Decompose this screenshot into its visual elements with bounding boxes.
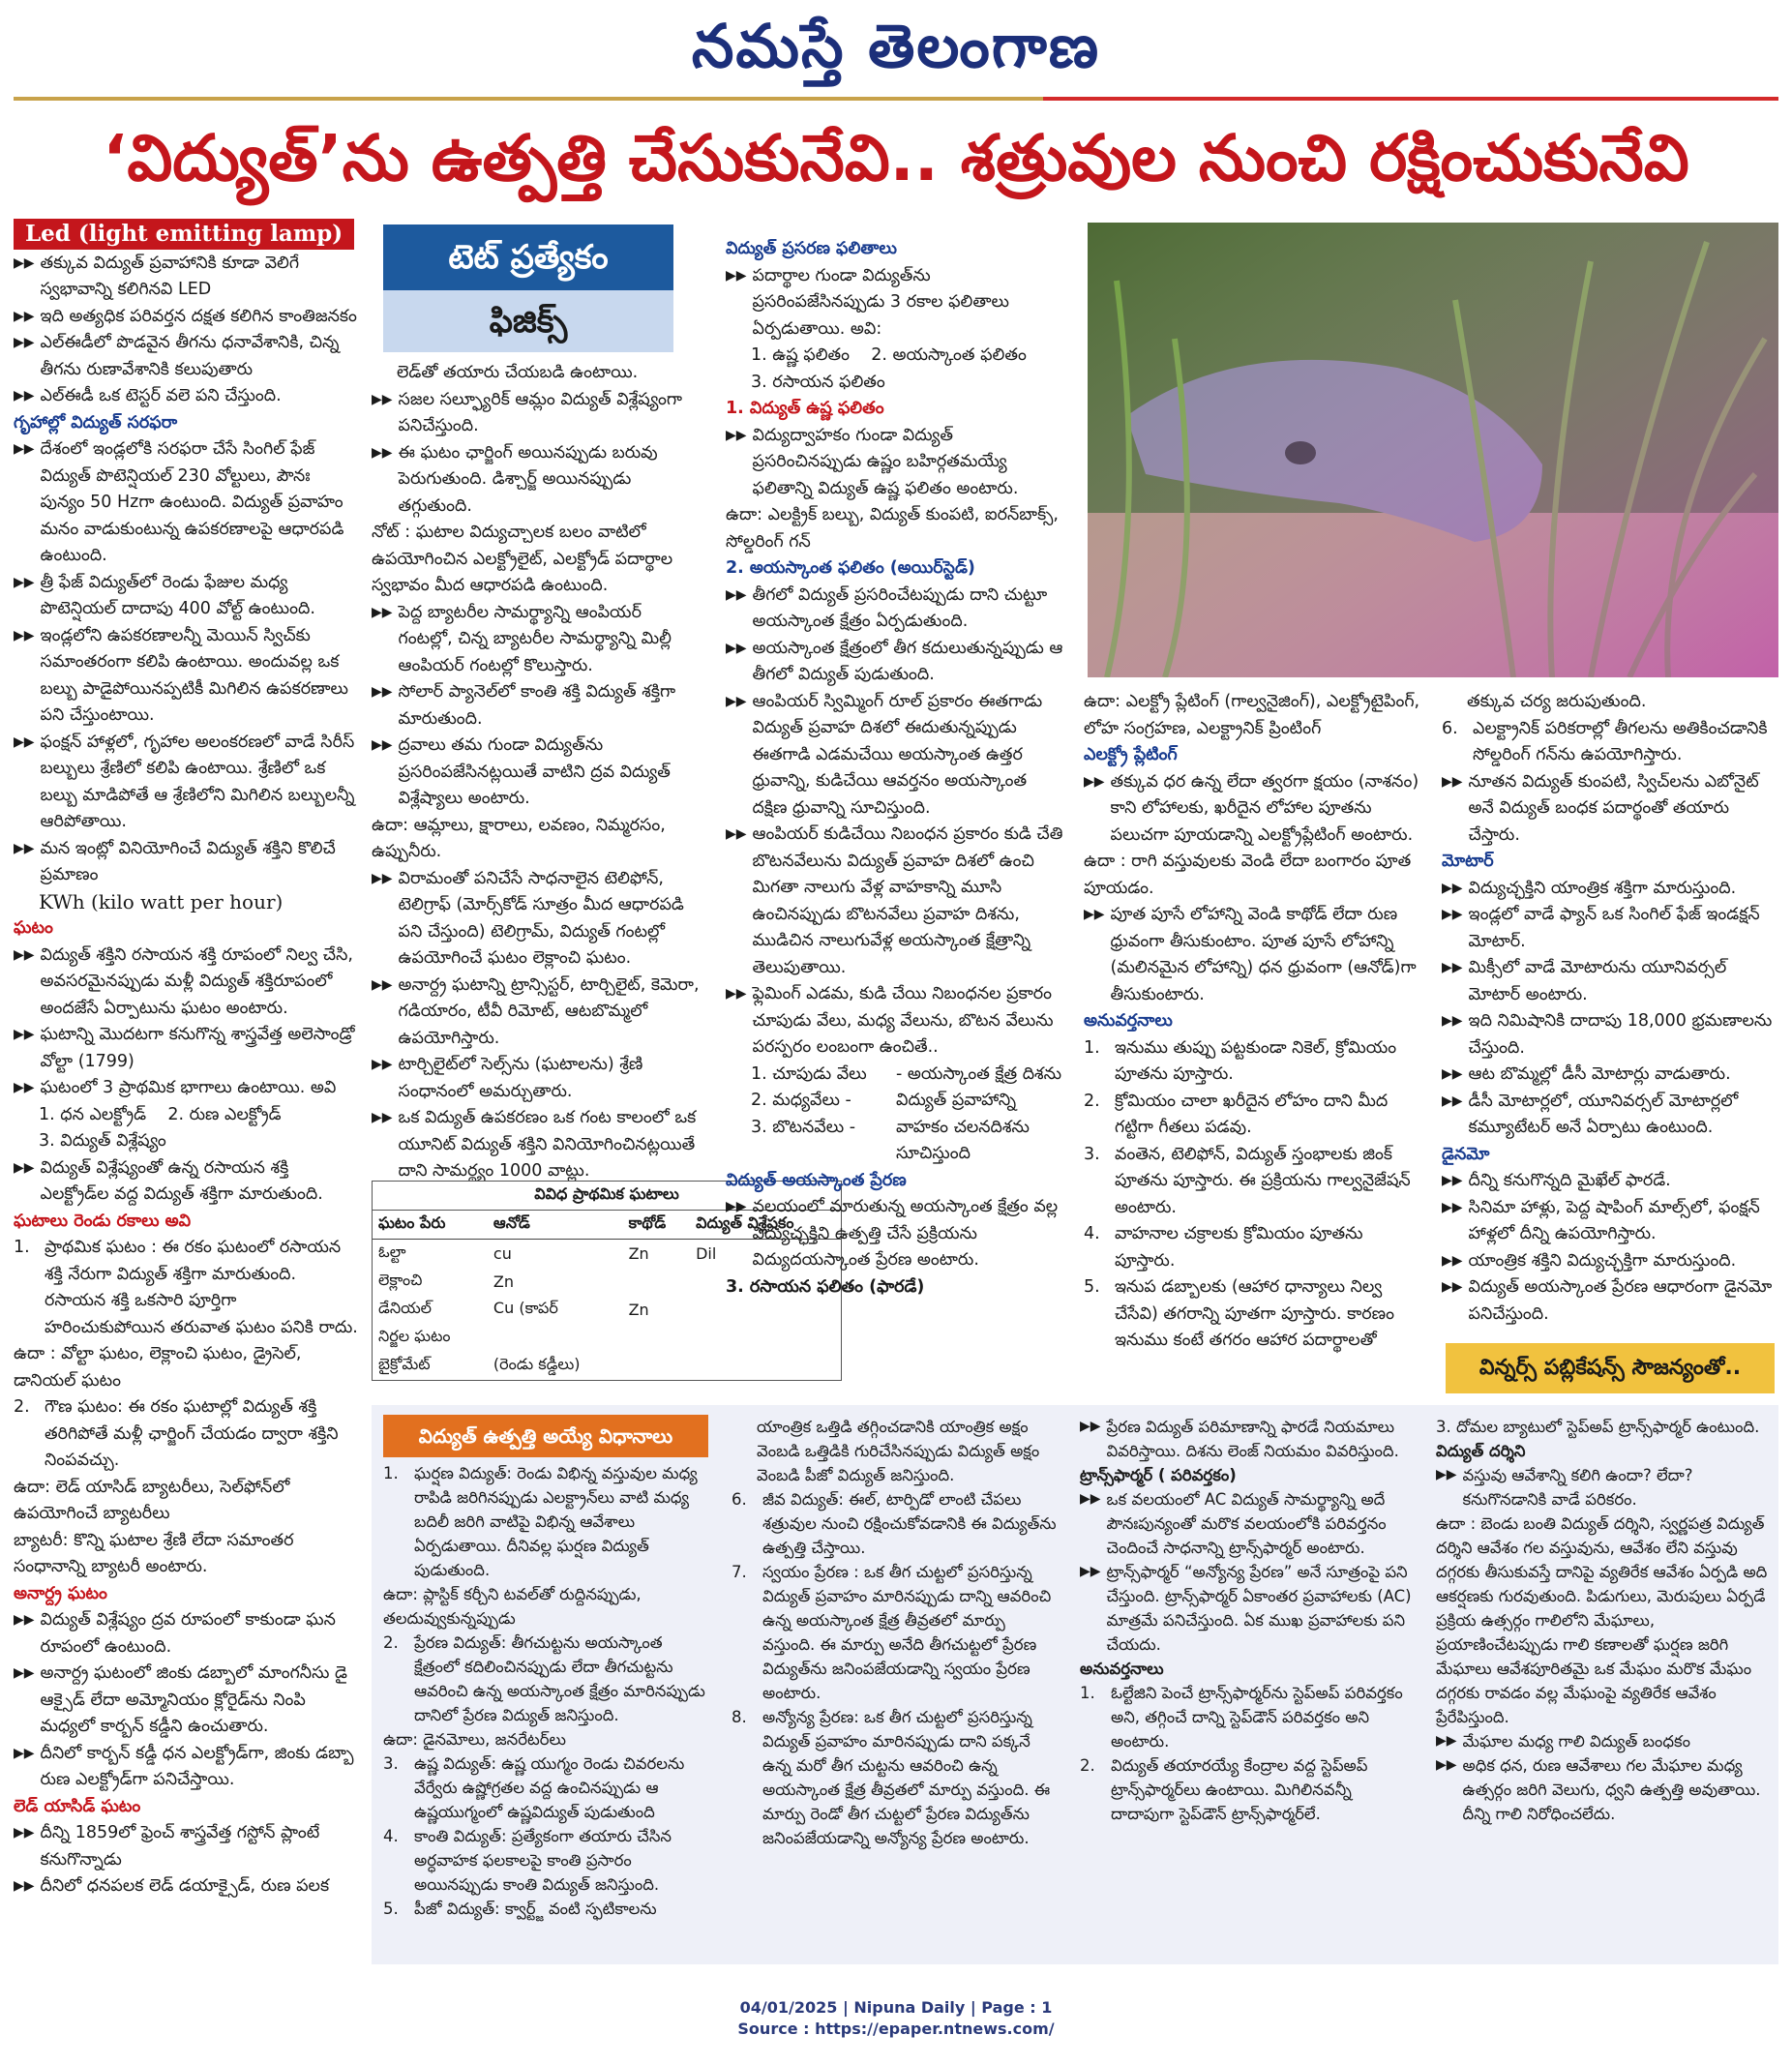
footer-date: 04/01/2025 | Nipuna Daily | Page : 1 [739,1998,1053,2017]
numbered-item: 3. ఉష్ణ విద్యుత్: ఉష్ణ యుగ్మం రెండు చివరలను వేర్వేరు ఉష్ణోగ్రతల వద్ద ఉంచినప్పుడు ఆ ఉష్ణయుగ్మంలో ఉష్ణవిద్యుత్ పుడుతుంది [383,1754,685,1821]
bullet-item: ▶▶ విరామంతో పనిచేసే సాధనాలైన టెలిఫోన్, టెలిగ్రాఫ్ (మోర్స్‌కోడ్ సూత్రం మీద ఆధారపడి పని చేస్తుంది) టెలిగ్రామ్, విద్యుత్ గంటల్లో ఉపయోగించే ఘటం లెక్లాంచి ఘటం. [372,868,684,968]
winners-publications-credit: విన్నర్స్ పబ్లికేషన్స్ సౌజన్యంతో.. [1446,1343,1775,1393]
column-1 [14,219,358,1900]
bullet-item: ▶▶ డీసీ మోటార్లలో, యూనివర్సల్ మోటార్లలో కమ్యూటేటర్ అనే ఏర్పాటు ఉంటుంది. [1442,1091,1739,1137]
bullet-item: ▶▶ విద్యుత్ శక్తిని రసాయన శక్తి రూపంలో నిల్వ చేసి, అవసరమైనప్పుడు మళ్లీ విద్యుత్ శక్తిరూపంలో అందజేసే ఏర్పాటును ఘటం అంటారు. [14,944,353,1018]
footer-source: Source : https://epaper.ntnews.com/ [737,2020,1055,2038]
masthead [0,0,1792,97]
bullet-item: ▶▶ యాంత్రిక శక్తిని విద్యుచ్ఛక్తిగా మారుస్తుంది. [1442,1250,1737,1271]
bullet-item: ▶▶ ఆట బొమ్మల్లో డీసీ మోటార్లు వాడుతారు. [1442,1064,1731,1084]
text-line: 3. బొటనవేలు - వాహకం చలనదిశను సూచిస్తుంది [751,1117,1030,1163]
bullet-item: ▶▶ అధిక ధన, రుణ ఆవేశాలు గల మేఘాల మధ్య ఉత్సర్గం జరిగి వెలుగు, ధ్వని ఉత్పత్తి అవుతాయి. దీన్ని గాలి నిరోధించలేదు. [1436,1756,1761,1823]
page-footer [0,1997,1792,2040]
led-title: Led (light emitting lamp) [14,219,354,250]
bullet-item: ▶▶ సజల సల్ఫ్యూరిక్ ఆమ్లం విద్యుత్ విశ్లేష్యంగా పనిచేస్తుంది. [372,389,682,435]
numbered-item: 5. పీజో విద్యుత్: క్వార్ట్జ్ వంటి స్ఫటికాలను [383,1900,657,1918]
bullet-item: ▶▶ ఎల్ఈడీ ఒక టెస్టర్ వలె పని చేస్తుంది. [14,386,282,405]
text-line: ఉదా: ప్లాస్టిక్ కర్చీని టవల్‌తో రుద్దినప్పుడు, తలదువ్వుకున్నప్పుడు [383,1585,642,1628]
section-title: 1. విద్యుత్ ఉష్ణ ఫలితం [726,399,884,418]
bullet-item: ▶▶ వలయంలో మారుతున్న అయస్కాంత క్షేత్రం వల్ల విద్యుచ్ఛక్తిని ఉత్పత్తి చేసే ప్రక్రియను విద్యుదయస్కాంత ప్రేరణ అంటారు. [726,1197,1059,1270]
bullet-item: ▶▶ ఆంపియర్ స్విమ్మింగ్ రూల్ ప్రకారం ఈతగాడు విద్యుత్ ప్రవాహ దిశలో ఈదుతున్నప్పుడు ఈతగాడి ఎడమచేయి అయస్కాంత ఉత్తర ధ్రువాన్ని, కుడిచేయి ఆవర్తనం అయస్కాంత దక్షిణ ధ్రువాన్ని సూచిస్తుంది. [726,691,1043,818]
bullet-item: ▶▶ దీన్ని 1859లో ఫ్రెంచ్ శాస్త్రవేత్త గస్టోన్ ప్లాంటే కనుగొన్నాడు [14,1823,320,1870]
table-header: కాథోడ్ [623,1211,691,1240]
numbered-item: 4. వాహనాల చక్రాలకు క్రోమియం పూతను పూస్తారు. [1084,1224,1363,1271]
text-line: ఉదా: ఆమ్లాలు, క్షారాలు, లవణం, నిమ్మరసం, ఉప్పునీరు. [372,815,666,861]
gen-column-4 [1436,1415,1775,1826]
table-header: ఆనోడ్ [488,1211,623,1240]
table-title: వివిధ ప్రాథమిక ఘటాలు [373,1182,841,1211]
bullet-item: ▶▶ తీగలో విద్యుత్ ప్రసరించేటప్పుడు దాని చుట్టూ అయస్కాంత క్షేత్రం ఏర్పడుతుంది. [726,584,1048,631]
section-title: మోటార్ [1442,852,1494,871]
text-line: 1. ధన ఎలక్ట్రోడ్ 2. రుణ ఎలక్ట్రోడ్ [39,1104,282,1124]
gen-column-1 [383,1461,712,1921]
bullet-item: ▶▶ ఘటంలో 3 ప్రాథమిక భాగాలు ఉంటాయి. అవి [14,1078,337,1097]
bullet-item: ▶▶ పదార్థాల గుండా విద్యుత్‌ను ప్రసరింపజేసినప్పుడు 3 రకాల ఫలితాలు ఏర్పడుతాయి. అవి: [726,265,1009,339]
bullet-item: ▶▶ నూతన విద్యుత్ కుంపటి, స్విచ్‌లను ఎబోనైట్ అనే విద్యుత్ బంధక పదార్థంతో తయారు చేస్తారు. [1442,771,1759,845]
text-line: ఉదా: డైనమోలు, జనరేటర్‌లు [383,1730,566,1749]
bullet-item: ▶▶ దీన్ని కనుగొన్నది మైఖేల్ ఫారడే. [1442,1171,1671,1190]
text-line: యాంత్రిక ఒత్తిడి తగ్గించడానికి యాంత్రిక అక్షం వెంబడి ఒత్తిడికి గురిచేసినప్పుడు విద్యుత్ అక్షం వెంబడి పీజో విద్యుత్ జనిస్తుంది. [757,1418,1040,1484]
text-line: లెడ్‌తో తయారు చేయబడి ఉంటాయి. [397,363,639,382]
bullet-item: ▶▶ ఫ్లెమింగ్ ఎడమ, కుడి చేయి నిబంధనల ప్రకారం చూపుడు వేలు, మధ్య వేలును, బొటన వేలును పరస్పరం లంబంగా ఉంచితే.. [726,984,1054,1057]
text-line: ఉదా : రాగి వస్తువులకు వెండి లేదా బంగారం పూత పూయడం. [1084,852,1412,898]
column-3 [726,236,1066,1301]
section-title: ఎలక్ట్రో ప్లేటింగ్ [1084,745,1178,764]
table-row: నిర్జల ఘటం [378,1327,451,1345]
section-title: అనార్ద్ర ఘటం [14,1583,107,1603]
gen-column-2 [732,1415,1060,1850]
text-line: ఉదా: ఎలక్ట్రో ప్లేటింగ్ (గాల్వనైజింగ్), ఎలక్ట్రోటైపింగ్, లోహ సంగ్రహణ, ఎలక్ట్రానిక్ ప్రింటింగ్ [1084,692,1420,738]
column-2 [383,224,673,352]
column-5 [1442,689,1778,1328]
text-line: ఉదా : బెండు బంతి విద్యుత్ దర్శిని, స్వర్ణపత్ర విద్యుత్ దర్శిని ఆవేశం గల వస్తువును, ఆవేశం లేని వస్తువు దగ్గరకు తీసుకువస్తే దానిపై వ్యతిరేక ఆవేశం ఏర్పడి అది ఆకర్షణకు గురవుతుంది. పిడుగులు, మెరుపులు ఏర్పడే ప్రక్రియ ఉత్సర్గం గాలిలోని మేఘాలు, ప్రయాణించేటప్పుడు గాలి కణాలతో ఘర్షణ జరిగి మేఘాలు ఆవేశపూరితమై ఒక మేఘం మరొక మేఘం దగ్గరకు రావడం వల్ల మేఘంపై వ్యతిరేక ఆవేశం ప్రేరేపిస్తుంది. [1436,1514,1768,1726]
generation-methods-title: విద్యుత్ ఉత్పత్తి అయ్యే విధానాలు [383,1415,708,1457]
bullet-item: ▶▶ మేఘాల మధ్య గాలి విద్యుత్ బంధకం [1436,1732,1690,1751]
numbered-item: 1. ఘర్షణ విద్యుత్: రెండు విభిన్న వస్తువుల మధ్య రాపిడి జరిగినప్పుడు ఎలక్ట్రాన్‌లు వాటి మధ్య బదిలీ జరిగి వాటిపై విభిన్న ఆవేశాలు ఏర్పడుతాయి. దీనివల్ల ఘర్షణ విద్యుత్ పుడుతుంది. [383,1464,698,1579]
bullet-item: ▶▶ మిక్సీలో వాడే మోటారును యూనివర్సల్ మోటార్ అంటారు. [1442,958,1727,1004]
numbered-item: 2. విద్యుత్ తయారయ్యే కేంద్రాల వద్ద స్టెప్అప్ ట్రాన్స్‌ఫార్మర్‌లు ఉంటాయి. మిగిలినవన్నీ దాదాపుగా స్టెప్‌డౌన్ ట్రాన్స్‌ఫార్మర్‌లే. [1080,1756,1368,1823]
bullet-item: ▶▶ విద్యుత్ విశ్లేష్యంతో ఉన్న రసాయన శక్తి ఎలక్ట్రోడ్‌ల వద్ద విద్యుత్ శక్తిగా మారుతుంది. [14,1157,323,1204]
bullet-item: ▶▶ టార్చిలైట్‌లో సెల్స్‌ను (ఘటాలను) శ్రేణి సంధానంలో అమర్చుతారు. [372,1055,643,1101]
text-line: బ్యాటరీ: కొన్ని ఘటాల శ్రేణి లేదా సమాంతర సంధానాన్ని బ్యాటరీ అంటారు. [14,1530,294,1576]
section-title: విద్యుత్ ప్రసరణ ఫలితాలు [726,239,897,258]
bullet-item: ▶▶ ఇండ్లలోని ఉపకరణాలన్నీ మెయిన్ స్విచ్‌కు సమాంతరంగా కలిపి ఉంటాయి. అందువల్ల ఒక బల్బు పాడైపోయినప్పటికీ మిగిలిన ఉపకరణాలు పని చేస్తుంటాయి. [14,625,348,725]
bullet-item: ▶▶ ఒక విద్యుత్ ఉపకరణం ఒక గంట కాలంలో ఒక యూనిట్ విద్యుత్ శక్తిని వినియోగించినట్లయితే దాని సామర్థ్యం 1000 వాట్లు. [372,1108,697,1181]
bullet-item: ▶▶ విద్యుత్ విశ్లేష్యం ద్రవ రూపంలో కాకుండా ఘన రూపంలో ఉంటుంది. [14,1610,336,1657]
text-line: KWh (kilo watt per hour) [39,889,284,913]
text-line: ఉదా: ఎలక్ట్రిక్ బల్బు, విద్యుత్ కుంపటి, ఐరన్‌బాక్స్, సోల్డరింగ్ గన్ [726,505,1059,552]
text-line: 2. మధ్యవేలు - విద్యుత్ ప్రవాహాన్ని [751,1091,1017,1110]
section-title: డైనమో [1442,1144,1490,1164]
section-title: అనువర్తనాలు [1084,1011,1173,1031]
numbered-item: 1. ఓల్టేజిని పెంచే ట్రాన్స్‌ఫార్మర్‌ను స్టెప్అప్ పరివర్తకం అని, తగ్గించే దాన్ని స్టెప్‌డౌన్ పరివర్తకం అని అంటారు. [1080,1684,1403,1751]
bullet-item: ▶▶ సినిమా హాళ్లు, పెద్ద షాపింగ్ మాల్స్‌లో, ఫంక్షన్ హాళ్లలో దీన్ని ఉపయోగిస్తారు. [1442,1197,1760,1243]
bullet-item: ▶▶ విద్యుత్ అయస్కాంత ప్రేరణ ఆధారంగా డైనమో పనిచేస్తుంది. [1442,1277,1773,1324]
bullet-item: ▶▶ ప్రేరణ విద్యుత్ పరిమాణాన్ని ఫారడే నియమాలు వివరిస్తాయి. దిశను లెంజ్ నియమం వివరిస్తుంది. [1080,1418,1399,1460]
numbered-item: 2. ప్రేరణ విద్యుత్: తీగచుట్టను అయస్కాంత క్షేత్రంలో కదిలించినప్పుడు లేదా తీగచుట్టను ఆవరించి ఉన్న అయస్కాంత క్షేత్రం మారినప్పుడు దానిలో ప్రేరణ విద్యుత్ జనిస్తుంది. [383,1633,705,1724]
tet-special-banner: టెట్ ప్రత్యేకం [383,224,673,290]
physics-banner: ఫిజిక్స్ [383,290,673,352]
bullet-item: ▶▶ ద్రవాలు తమ గుండా విద్యుత్‌ను ప్రసరింపజేసినట్లయితే వాటిని ద్రవ విద్యుత్ విశ్లేష్యాలు అంటారు. [372,735,671,808]
text-line: 3. విద్యుత్ విశ్లేష్యం [39,1131,166,1151]
bullet-item: ▶▶ పూత పూసే లోహాన్ని వెండి కాథోడ్ లేదా రుణ ధ్రువంగా తీసుకుంటాం. పూత పూసే లోహాన్ని (మలినమైన లోహాన్ని) ధన ధ్రువంగా (ఆనోడ్)గా తీసుకుంటారు. [1084,905,1417,1004]
bullet-item: ▶▶ వస్తువు ఆవేశాన్ని కలిగి ఉందా? లేదా? కనుగొనడానికి వాడే పరికరం. [1436,1466,1693,1509]
bullet-item: ▶▶ అనార్ద్ర ఘటాన్ని ట్రాన్సిస్టర్, టార్చిలైట్, కెమెరా, గడియారం, టీవీ రిమోట్, ఆటబొమ్మలో ఉపయోగిస్తారు. [372,974,700,1048]
numbered-item: 2. గౌణ ఘటం: ఈ రకం ఘటాల్లో విద్యుత్ శక్తి తరిగిపోతే మళ్లీ ఛార్జింగ్ చేయడం ద్వారా శక్తిని నింపవచ్చు. [14,1397,339,1470]
table-row: లెక్లాంచి Zn [378,1271,515,1291]
numbered-item: 1. ఇనుము తుప్పు పట్టకుండా నికెల్, క్రోమియం పూతను పూస్తారు. [1084,1037,1397,1084]
numbered-item: 5. ఇనుప డబ్బాలకు (ఆహార ధాన్యాలు నిల్వ చేసేవి) తగరాన్ని పూతగా పూస్తారు. కారణం ఇనుము కంటే తగరం ఆహార పదార్థాలతో [1084,1277,1394,1350]
bullet-item: ▶▶ ఈ ఘటం ఛార్జింగ్ అయినప్పుడు బరువు పెరుగుతుంది. డిశ్చార్జ్ అయినప్పుడు తగ్గుతుంది. [372,442,658,516]
section-title: ట్రాన్స్‌ఫార్మర్ ( పరివర్తకం) [1080,1466,1237,1484]
numbered-item: 4. కాంతి విద్యుత్: ప్రత్యేకంగా తయారు చేసిన అర్ధవాహక ఫలకాలపై కాంతి ప్రసారం అయినప్పుడు కాంతి విద్యుత్ జనిస్తుంది. [383,1827,672,1894]
section-title: అనువర్తనాలు [1080,1660,1164,1678]
bullet-item: ▶▶ దేశంలో ఇండ్లలోకి సరఫరా చేసే సింగిల్ ఫేజ్ విద్యుత్ పొటెన్షియల్ 230 వోల్టులు, పౌనః పున్యం 50 Hzగా ఉంటుంది. విద్యుత్ ప్రవాహం మనం వాడుకుంటున్న ఉపకరణాలపై ఆధారపడి ఉంటుంది. [14,439,344,565]
text-line: 1. ఉష్ణ ఫలితం 2. అయస్కాంత ఫలితం [751,345,1027,365]
gen-column-3 [1080,1415,1417,1826]
bullet-item: ▶▶ తక్కువ ధర ఉన్న లేదా త్వరగా క్షయం (నాశనం) కాని లోహాలకు, ఖరీదైన లోహాల పూతను పలుచగా పూయడాన్ని ఎలక్ట్రోప్లేటింగ్ అంటారు. [1084,771,1419,845]
table-row: బైక్రోమేట్ (రెండు కడ్డీలు) [378,1355,581,1373]
numbered-item: 1. ప్రాథమిక ఘటం : ఈ రకం ఘటంలో రసాయన శక్తి నేరుగా విద్యుత్ శక్తిగా మారుతుంది. రసాయన శక్తి ఒకసారి పూర్తిగా హరించుకుపోయిన తరువాత ఘటం పనికి రాదు. [14,1238,358,1337]
bullet-item: ▶▶ ఎల్ఈడీలో పొడవైన తీగను ధనావేశానికి, చిన్న తీగను రుణావేశానికి కలుపుతారు [14,333,340,379]
table-header: విద్యుత్ విశ్లేషకం [690,1211,841,1240]
bullet-item: ▶▶ ఒక వలయంలో AC విద్యుత్ సామర్థ్యాన్ని అదే పౌనఃపున్యంతో మరొక వలయంలోకి పరివర్తనం చెందించే సాధనాన్ని ట్రాన్స్‌ఫార్మర్ అంటారు. [1080,1490,1387,1557]
text-line: నోట్ : ఘటాల విద్యుచ్చాలక బలం వాటిలో ఉపయోగించిన ఎలక్ట్రోలైట్, ఎలక్ట్రోడ్ పదార్థాల స్వభావం మీద ఆధారపడి ఉంటుంది. [372,523,673,595]
numbered-item: 3. వంతెన, టెలిఫోన్, విద్యుత్ స్తంభాలకు జింక్ పూతను పూస్తారు. ఈ ప్రక్రియను గాల్వనైజేషన్ అంటారు. [1084,1144,1411,1217]
section-title: ఘటాలు రెండు రకాలు అవి [14,1211,192,1231]
numbered-item: 8. అన్యోన్య ప్రేరణ: ఒక తీగ చుట్టలో ప్రసరిస్తున్న విద్యుత్ ప్రవాహం మారినప్పుడు దాని పక్కనే ఉన్న మరో తీగ చుట్టను ఆవరించి ఉన్న అయస్కాంత క్షేత్ర తీవ్రతలో మార్పు వస్తుంది. ఈ మార్పు రెండో తీగ చుట్టలో ప్రేరణ విద్యుత్‌ను జనింపజేయడాన్ని అన్యోన్య ప్రేరణ అంటారు. [732,1708,1051,1847]
section-title: విద్యుత్ దర్శిని [1436,1442,1526,1460]
numbered-item: 6. ఎలక్ట్రానిక్ పరికరాల్లో తీగలను అతికించడానికి సోల్డరింగ్ గన్‌ను ఉపయోగిస్తారు. [1442,718,1768,764]
bullet-item: ▶▶ ఇది అత్యధిక పరివర్తన దక్షత కలిగిన కాంతిజనకం [14,306,357,326]
electric-eel-photo [1088,223,1778,677]
masthead-rule [14,97,1778,101]
bullet-item: ▶▶ దీనిలో కార్బన్ కడ్డీ ధన ఎలక్ట్రోడ్‌గా, జింకు డబ్బా రుణ ఎలక్ట్రోడ్‌గా పనిచేస్తాయి. [14,1743,354,1789]
bullet-item: ▶▶ ఆంపియర్ కుడిచేయి నిబంధన ప్రకారం కుడి చేతి బొటనవేలును విద్యుత్ ప్రవాహ దిశలో ఉంచి మిగతా నాలుగు వేళ్ల వాహకాన్ని మూసి ఉంచినప్పుడు బొటనవేలు ప్రవాహ దిశను, ముడిచిన నాలుగువేళ్ల అయస్కాంత క్షేత్రాన్ని తెలుపుతాయి. [726,824,1063,977]
section-title: లెడ్ యాసిడ్ ఘటం [14,1796,141,1816]
bullet-item: ▶▶ మన ఇంట్లో వినియోగించే విద్యుత్ శక్తిని కొలిచే ప్రమాణం [14,838,336,884]
bullet-item: ▶▶ ఫంక్షన్ హాళ్లలో, గృహాల అలంకరణలో వాడే సిరీస్ బల్బులు శ్రేణిలో కలిపి ఉంటాయి. శ్రేణిలో ఒక బల్బు మాడిపోతే ఆ శ్రేణిలోని మిగిలిన బల్బులన్నీ ఆరిపోతాయి. [14,732,355,831]
text-line: తక్కువ చర్య జరుపుతుంది. [1467,692,1647,711]
numbered-item: 7. స్వయం ప్రేరణ : ఒక తీగ చుట్టలో ప్రసరిస్తున్న విద్యుత్ ప్రవాహం మారినప్పుడు దాన్ని ఆవరించి ఉన్న అయస్కాంత క్షేత్ర తీవ్రతలో మార్పు వస్తుంది. ఈ మార్పు అనేది తీగచుట్టలో ప్రేరణ విద్యుత్‌ను జనింపజేయడాన్ని స్వయం ప్రేరణ అంటారు. [732,1563,1052,1702]
bullet-item: ▶▶ ఇది నిమిషానికి దాదాపు 18,000 భ్రమణాలను చేస్తుంది. [1442,1011,1773,1058]
bullet-item: ▶▶ దీనిలో ధనపలక లెడ్ డయాక్సైడ్, రుణ పలక [14,1876,330,1896]
numbered-item: 2. క్రోమియం చాలా ఖరీదైన లోహం దాని మీద గట్టిగా గీతలు పడవు. [1084,1091,1389,1137]
section-title: ఘటం [14,918,53,938]
bullet-item: ▶▶ సోలార్ ప్యానెల్‌లో కాంతి శక్తి విద్యుత్ శక్తిగా మారుతుంది. [372,682,676,729]
bullet-item: ▶▶ విద్యుచ్ఛక్తిని యాంత్రిక శక్తిగా మారుస్తుంది. [1442,878,1737,898]
bullet-item: ▶▶ తక్కువ విద్యుత్ ప్రవాహానికి కూడా వెలిగే స్వభావాన్ని కలిగినవి LED [14,253,300,299]
text-line: 1. చూపుడు వేలు - అయస్కాంత క్షేత్ర దిశను [751,1063,1062,1084]
page-headline: ‘విద్యుత్’ను ఉత్పత్తి చేసుకునేవి.. శత్రువుల నుంచి రక్షించుకునేవి [103,121,1689,195]
bullet-item: ▶▶ ఇండ్లలో వాడే ఫ్యాన్ ఒక సింగిల్ ఫేజ్ ఇండక్షన్ మోటార్. [1442,905,1760,951]
text-line: 3. దోమల బ్యాటులో స్టెప్‌అప్ ట్రాన్స్‌ఫార్మర్ ఉంటుంది. [1436,1418,1760,1436]
text-line: 3. రసాయన ఫలితం (ఫారడే) [726,1276,925,1297]
bullet-item: ▶▶ అనార్ద్ర ఘటంలో జింకు డబ్బాలో మాంగనీసు డై ఆక్సైడ్ లేదా అమ్మోనియం క్లోరైడ్‌ను నింపి మధ్యలో కార్బన్ కడ్డీని ఉంచుతారు. [14,1663,347,1736]
bullet-item: ▶▶ ఘటాన్ని మొదటగా కనుగొన్న శాస్త్రవేత్త అలెసాండ్రో వోల్టా (1799) [14,1025,355,1071]
table-header: ఘటం పేరు [373,1211,488,1240]
bullet-item: ▶▶ పెద్ద బ్యాటరీల సామర్థ్యాన్ని ఆంపియర్ గంటల్లో, చిన్న బ్యాటరీల సామర్థ్యాన్ని మిల్లీ ఆంపియర్ గంటల్లో కొలుస్తారు. [372,602,672,675]
text-line: 3. రసాయన ఫలితం [751,372,885,392]
text-line: ఉదా : వోల్టా ఘటం, లెక్లాంచి ఘటం, డ్రైసెల్, డానియల్ ఘటం [14,1344,302,1391]
bullet-item: ▶▶ త్రీ ఫేజ్ విద్యుత్‌లో రెండు ఫేజుల మధ్య పొటెన్షియల్ దాదాపు 400 వోల్ట్ ఉంటుంది. [14,572,315,618]
bullet-item: ▶▶ విద్యుద్వాహకం గుండా విద్యుత్ ప్రసరించినప్పుడు ఉష్ణం బహిర్గతమయ్యే ఫలితాన్ని విద్యుత్ ఉష్ణ ఫలితం అంటారు. [726,425,1019,498]
bullet-item: ▶▶ అయస్కాంత క్షేత్రంలో తీగ కదులుతున్నప్పుడు ఆ తీగలో విద్యుత్ పుడుతుంది. [726,638,1063,684]
numbered-item: 6. జీవ విద్యుత్: ఈల్, టార్పిడో లాంటి చేపలు శత్రువుల నుంచి రక్షించుకోవడానికి ఈ విద్యుత్‌ను ఉత్పత్తి చేస్తాయి. [732,1490,1057,1557]
section-title: విద్యుత్ అయస్కాంత ప్రేరణ [726,1170,907,1190]
column-4 [1084,689,1422,1355]
newspaper-logo: నమస్తే తెలంగాణ [691,11,1101,81]
table-row: డేనియల్ Cu (కాపర్ Zn [378,1299,649,1319]
bullet-item: ▶▶ ట్రాన్స్‌ఫార్మర్ “అన్యోన్య ప్రేరణ” అనే సూత్రంపై పని చేస్తుంది. ట్రాన్స్‌ఫార్మర్ ఏకాంతర ప్రవాహాలకు (AC) మాత్రమే పనిచేస్తుంది. ఏక ముఖ ప్రవాహాలకు పని చేయదు. [1080,1563,1412,1654]
section-title: 2. అయస్కాంత ఫలితం (అయిర్‌స్టెడ్) [726,558,975,578]
section-title: గృహాల్లో విద్యుత్ సరఫరా [14,412,178,433]
text-line: ఉదా: లెడ్ యాసిడ్ బ్యాటరీలు, సెల్‌ఫోన్‌లో ఉపయోగించే బ్యాటరీలు [14,1477,290,1523]
table-row: ఓల్టా cu Zn Dil [378,1242,717,1263]
column-2-text [372,360,701,1185]
